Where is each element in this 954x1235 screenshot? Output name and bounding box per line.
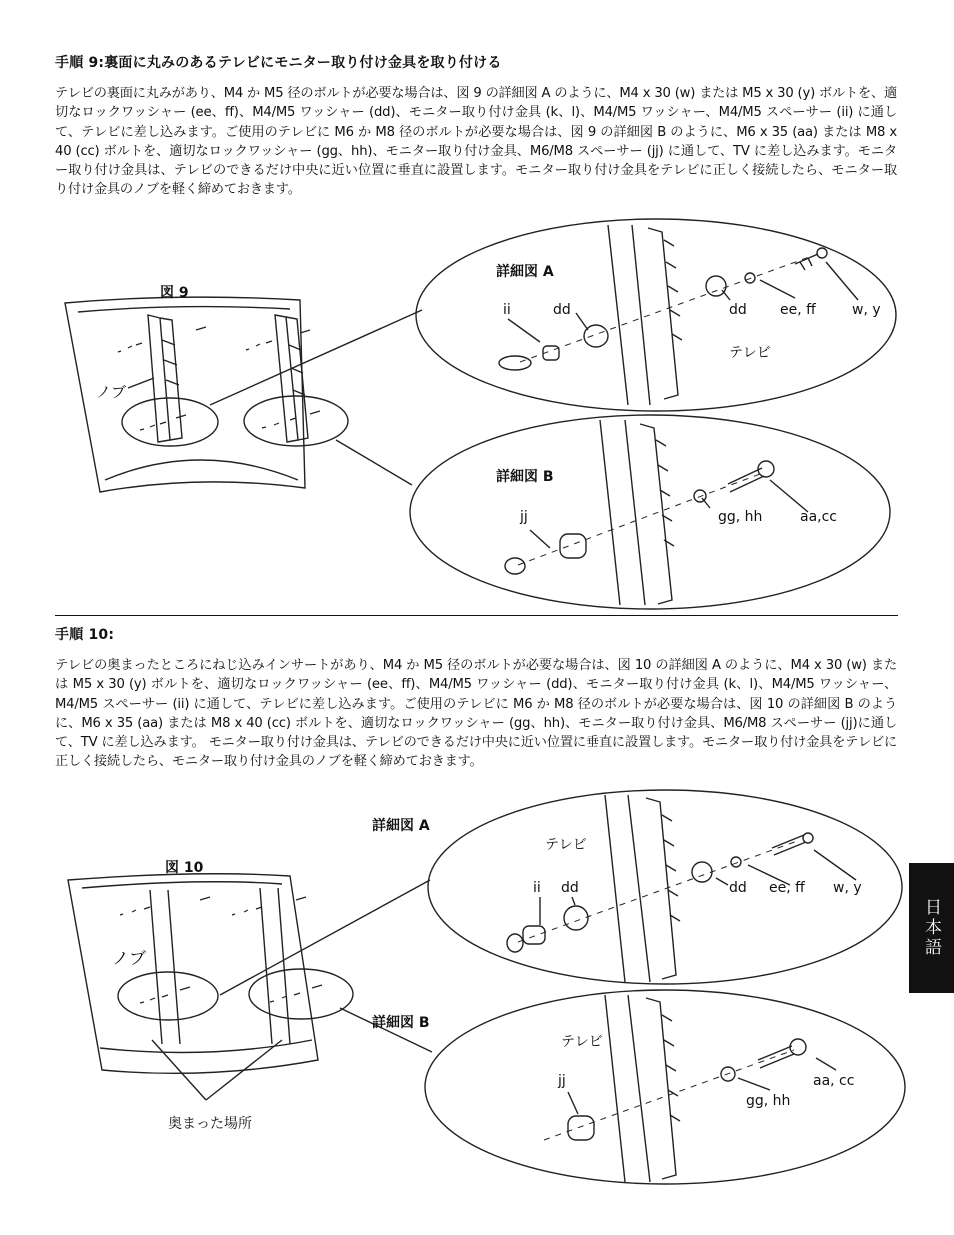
figure10-detail-a-ii: ii bbox=[533, 880, 541, 896]
figure10-detail-a-drawing bbox=[428, 790, 902, 984]
figure10-knob-label: ノブ bbox=[112, 949, 146, 969]
figure10-detail-a-w-y: w, y bbox=[833, 880, 862, 896]
language-tab bbox=[909, 863, 954, 993]
section-divider bbox=[55, 615, 898, 616]
step9-body: テレビの裏面に丸みがあり、M4 か M5 径のボルトが必要な場合は、図 9 の詳細図 A のように、M4 x 30 (w) または M5 x 30 (y) ボルトを、適切なロックワッシャー (ee、ff)、M4/M5 ワッシャー (dd)、モニター取り付け金具 (k、l)、M4/M5 ワッシャー、M4/M5 スペーサー (ii) に通して、テレビに差し込みます。ご使用のテレビに M6 か M8 径のボルトが必要な場合は、図 9 の詳細図 B のように、M6 x 35 (aa) または M8 x 40 (cc) ボルトを、適切なロックワッシャー (gg、hh)、モニター取り付け金具、M6/M8 スペーサー (jj) に通して、TV に差し込みます。モニター取り付け金具は、テレビのできるだけ中央に近い位置に垂直に設置します。モニター取り付け金具をテレビに正しく接続したら、モニター取り付け金具のノブを軽く締めておきます。 bbox=[55, 86, 897, 198]
figure9-detail-a-dd1: dd bbox=[553, 302, 571, 318]
figure10-detail-a-title: 詳細図 A bbox=[372, 818, 430, 834]
figure10-detail-a-ee-ff: ee, ff bbox=[769, 880, 805, 896]
figure10-detail-a-tv: テレビ bbox=[545, 837, 587, 853]
figure9-detail-b-aa-cc: aa,cc bbox=[800, 509, 838, 525]
figure9-detail-a-title: 詳細図 A bbox=[496, 264, 554, 280]
figure10-detail-b-aa-cc: aa, cc bbox=[813, 1073, 855, 1089]
figure10-detail-a-dd2: dd bbox=[729, 880, 747, 896]
figure10-tv-drawing bbox=[68, 874, 353, 1100]
figure9-knob-label: ノブ bbox=[96, 383, 127, 401]
figure10-label: 図 10 bbox=[165, 860, 204, 876]
figure9-detail-a-ii: ii bbox=[503, 302, 511, 318]
language-tab-label: 日本語 bbox=[921, 898, 941, 958]
figure9-detail-b-title: 詳細図 B bbox=[496, 469, 554, 485]
figure10-detail-b-title: 詳細図 B bbox=[372, 1015, 430, 1031]
figure10-recess-label: 奥まった場所 bbox=[168, 1116, 252, 1132]
step10-body: テレビの奥まったところにねじ込みインサートがあり、M4 か M5 径のボルトが必要な場合は、図 10 の詳細図 A のように、M4 x 30 (w) または M5 x 30 (y) ボルトを、適切なロックワッシャー (ee、ff)、M4/M5 ワッシャー (dd)、モニター取り付け金具 (k、l)、M4/M5 ワッシャー、M4/M5 スペーサー (ii) に通して、テレビに差し込みます。ご使用のテレビに M6 か M8 径のボルトが必要な場合は、図 10 の詳細図 B のように、M6 x 35 (aa) または M8 x 40 (cc) ボルトを、適切なロックワッシャー (gg、hh)、モニター取り付け金具、M6/M8 スペーサー (jj)に通して、TV に差し込みます。 モニター取り付け金具は、テレビのできるだけ中央に近い位置に垂直に設置します。モニター取り付け金具をテレビに正しく接続したら、モニター取り付け金具のノブを軽く締めておきます。 bbox=[55, 658, 897, 770]
figure9-detail-a-dd2: dd bbox=[729, 302, 747, 318]
step9-title: 手順 9:裏面に丸みのあるテレビにモニター取り付け金具を取り付ける bbox=[55, 55, 502, 71]
figure9-detail-b-gg-hh: gg, hh bbox=[718, 509, 763, 525]
figure10-detail-b-gg-hh: gg, hh bbox=[746, 1093, 791, 1109]
figure9-detail-b-jj: jj bbox=[520, 509, 528, 525]
figure9-label: 図 9 bbox=[160, 285, 189, 301]
step10-title: 手順 10: bbox=[55, 627, 115, 643]
figure10-detail-a-dd1: dd bbox=[561, 880, 579, 896]
figure9-detail-a-ee-ff: ee, ff bbox=[780, 302, 816, 318]
figure10-detail-b-jj: jj bbox=[558, 1073, 566, 1089]
figure9-detail-a-tv: テレビ bbox=[729, 345, 771, 361]
figure9-detail-a-w-y: w, y bbox=[852, 302, 881, 318]
figure9-detail-a-drawing bbox=[416, 219, 896, 411]
figure10-detail-b-tv: テレビ bbox=[561, 1034, 603, 1050]
